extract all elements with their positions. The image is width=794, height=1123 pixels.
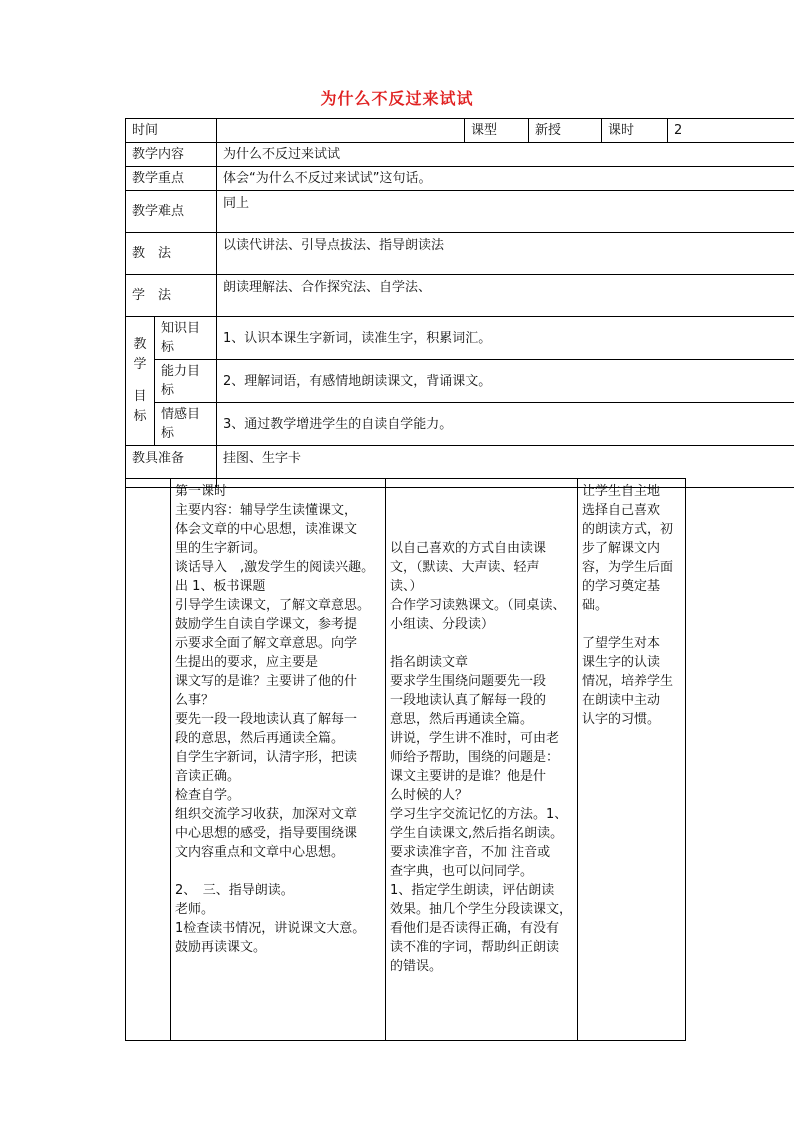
design-intent-line: 的学习奠定基 [582, 579, 661, 594]
student-activity-line: 学习生字交流记忆的方法。1、 [390, 807, 568, 822]
teacher-activity-line: 鼓励学生自读自学课文，参考提 [175, 617, 358, 632]
tools-label: 教具准备 [126, 446, 217, 488]
learn-method-value: 朗读理解法、合作探究法、自学法、 [217, 275, 794, 317]
student-activity-line: 查字典，也可以问同学。 [390, 864, 534, 879]
objective-row-ability [126, 360, 794, 403]
content-label: 教学内容 [126, 143, 217, 167]
design-intent-line [582, 615, 681, 634]
student-activity-line: 1、指定学生朗读，评估朗读 [390, 883, 555, 898]
focus-value: 体会“为什么不反过来试试”这句话。 [217, 167, 794, 191]
emotion-objective-label: 情感目标 [155, 403, 217, 446]
teacher-activity-line: 文内容重点和文章中心思想。 [175, 845, 345, 860]
student-activity-line: 课文主要讲的是谁？他是什 [390, 769, 547, 784]
teacher-activity-line: 组织交流学习收获，加深对文章 [175, 807, 358, 822]
tools-value: 挂图、生字卡 [217, 446, 794, 488]
objectives-char: 目 [133, 389, 147, 404]
student-activity-line [390, 482, 573, 501]
teacher-activity-text [175, 482, 381, 957]
objective-row-emotion [126, 403, 794, 446]
student-activity-line: 师给予帮助，围绕的问题是： [390, 750, 560, 765]
student-activity-line: 要求学生围绕问题要先一段 [390, 674, 547, 689]
focus-row [126, 167, 794, 191]
student-activity-line: 合作学习读熟课文。（同桌读、 [390, 598, 566, 613]
teacher-activity-line [175, 862, 381, 881]
design-intent-line: 步了解课文内 [582, 541, 661, 556]
page-title: 为什么不反过来试试 [320, 89, 474, 108]
teacher-activity-line: 生提出的要求，应主要是 [175, 655, 319, 670]
objectives-group-label [126, 317, 155, 446]
teacher-activity-line: 中心思想的感受，指导要围绕课 [175, 826, 358, 841]
teacher-activity-line: 体会文章的中心思想，读准课文 [175, 522, 358, 537]
design-intent-line: 情况，培养学生 [582, 674, 674, 689]
teacher-activity-line: 第一课时 [175, 484, 228, 499]
type-label: 课型 [465, 119, 529, 143]
design-intent-line: 础。 [582, 598, 609, 613]
learn-method-row [126, 275, 794, 317]
design-intent-line: 选择自己喜欢 [582, 503, 661, 518]
student-activity-line [390, 520, 573, 539]
student-activity-line: 读、） [390, 579, 423, 594]
header-row [126, 119, 794, 143]
difficulty-value: 同上 [217, 191, 794, 233]
teacher-activity-line: 示要求全面了解文章意思。向学 [175, 636, 358, 651]
design-intent-line: 课生字的认读 [582, 655, 661, 670]
ability-objective-value: 2、理解词语，有感情地朗读课文，背诵课文。 [217, 360, 794, 403]
type-value: 新授 [529, 119, 602, 143]
teacher-activity-line: 自学生字新词，认清字形，把读 [175, 750, 358, 765]
teacher-activity-line: 主要内容：辅导学生读懂课文， [175, 503, 358, 518]
teach-method-label: 教 法 [126, 233, 217, 275]
objective-row-knowledge [126, 317, 794, 360]
student-activity-line: 的错误。 [390, 959, 443, 974]
content-row [126, 143, 794, 167]
emotion-objective-value: 3、通过教学增进学生的自读自学能力。 [217, 403, 794, 446]
design-intent-line: 让学生自主地 [582, 484, 661, 499]
teacher-activity-line: 检查自学。 [175, 788, 241, 803]
teacher-activity-line: 音读正确。 [175, 769, 241, 784]
student-activity-line: 要求读准字音，不加 注音或 [390, 845, 551, 860]
teacher-activity-line: 要先一段一段地读认真了解每一 [175, 712, 358, 727]
student-activity-line: 小组读、分段读） [390, 617, 495, 632]
ability-objective-label: 能力目标 [155, 360, 217, 403]
student-activity-line: 以自己喜欢的方式自由读课 [390, 541, 547, 556]
student-activity-line: 指名朗读文章 [390, 655, 469, 670]
student-activity-line [390, 501, 573, 520]
knowledge-objective-value: 1、认识本课生字新词，读准生字，积累词汇。 [217, 317, 794, 360]
student-activity-line: 么时候的人？ [390, 788, 469, 803]
design-intent-line: 了望学生对本 [582, 636, 661, 651]
lesson-plan-table [125, 478, 686, 1041]
plan-empty-column [126, 479, 171, 1041]
knowledge-objective-label: 知识目标 [155, 317, 217, 360]
objectives-char: 学 [133, 357, 147, 372]
teach-method-value: 以读代讲法、引导点拔法、指导朗读法 [217, 233, 794, 275]
hours-label: 课时 [602, 119, 668, 143]
lesson-info-table [125, 118, 794, 488]
design-intent-cell [578, 479, 686, 1041]
student-activity-line: 读不准的字词，帮助纠正朗读 [390, 940, 560, 955]
objectives-char: 标 [133, 409, 147, 424]
hours-value: 2 [668, 119, 794, 143]
student-activity-line: 学生自读课文,然后指名朗读。 [390, 826, 564, 841]
time-value [217, 119, 465, 143]
student-activity-text [390, 482, 573, 976]
teacher-activity-cell [171, 479, 386, 1041]
teach-method-row [126, 233, 794, 275]
student-activity-cell [386, 479, 578, 1041]
student-activity-line [390, 634, 573, 653]
student-activity-line: 看他们是否读得正确，有没有 [390, 921, 560, 936]
design-intent-line: 容，为学生后面 [582, 560, 674, 575]
teacher-activity-line: 里的生字新词。 [175, 541, 267, 556]
student-activity-line: 意思，然后再通读全篇。 [390, 712, 534, 727]
content-value: 为什么不反过来试试 [217, 143, 794, 167]
design-intent-line: 的朗读方式，初 [582, 522, 674, 537]
teacher-activity-line: 课文写的是谁？主要讲了他的什 [175, 674, 358, 689]
focus-label: 教学重点 [126, 167, 217, 191]
teacher-activity-line: 老师。 [175, 902, 215, 917]
student-activity-line: 一段地读认真了解每一段的 [390, 693, 547, 708]
difficulty-row [126, 191, 794, 233]
student-activity-line: 讲说，学生讲不准时，可由老 [390, 731, 560, 746]
objectives-char: 教 [133, 337, 147, 352]
design-intent-line: 在朗读中主动 [582, 693, 661, 708]
teacher-activity-line: 段的意思，然后再通读全篇。 [175, 731, 345, 746]
teacher-activity-line: 出 1、板书课题 [175, 579, 266, 594]
design-intent-line: 认字的习惯。 [582, 712, 661, 727]
learn-method-label: 学 法 [126, 275, 217, 317]
teacher-activity-line: 引导学生读课文，了解文章意思。 [175, 598, 371, 613]
student-activity-line: 文，（默读、大声读、轻声 [390, 560, 540, 575]
teacher-activity-line: 么事？ [175, 693, 215, 708]
student-activity-line: 效果。抽几个学生分段读课文， [390, 902, 573, 917]
teacher-activity-line: 鼓励再读课文。 [175, 940, 267, 955]
teacher-activity-line: 谈话导入 ,激发学生的阅读兴趣。 [175, 560, 375, 575]
time-label: 时间 [126, 119, 217, 143]
difficulty-label: 教学难点 [126, 191, 217, 233]
teacher-activity-line: 1检查读书情况，讲说课文大意。 [175, 921, 366, 936]
teacher-activity-line: 2、 三、指导朗读。 [175, 883, 294, 898]
design-intent-text [582, 482, 681, 729]
